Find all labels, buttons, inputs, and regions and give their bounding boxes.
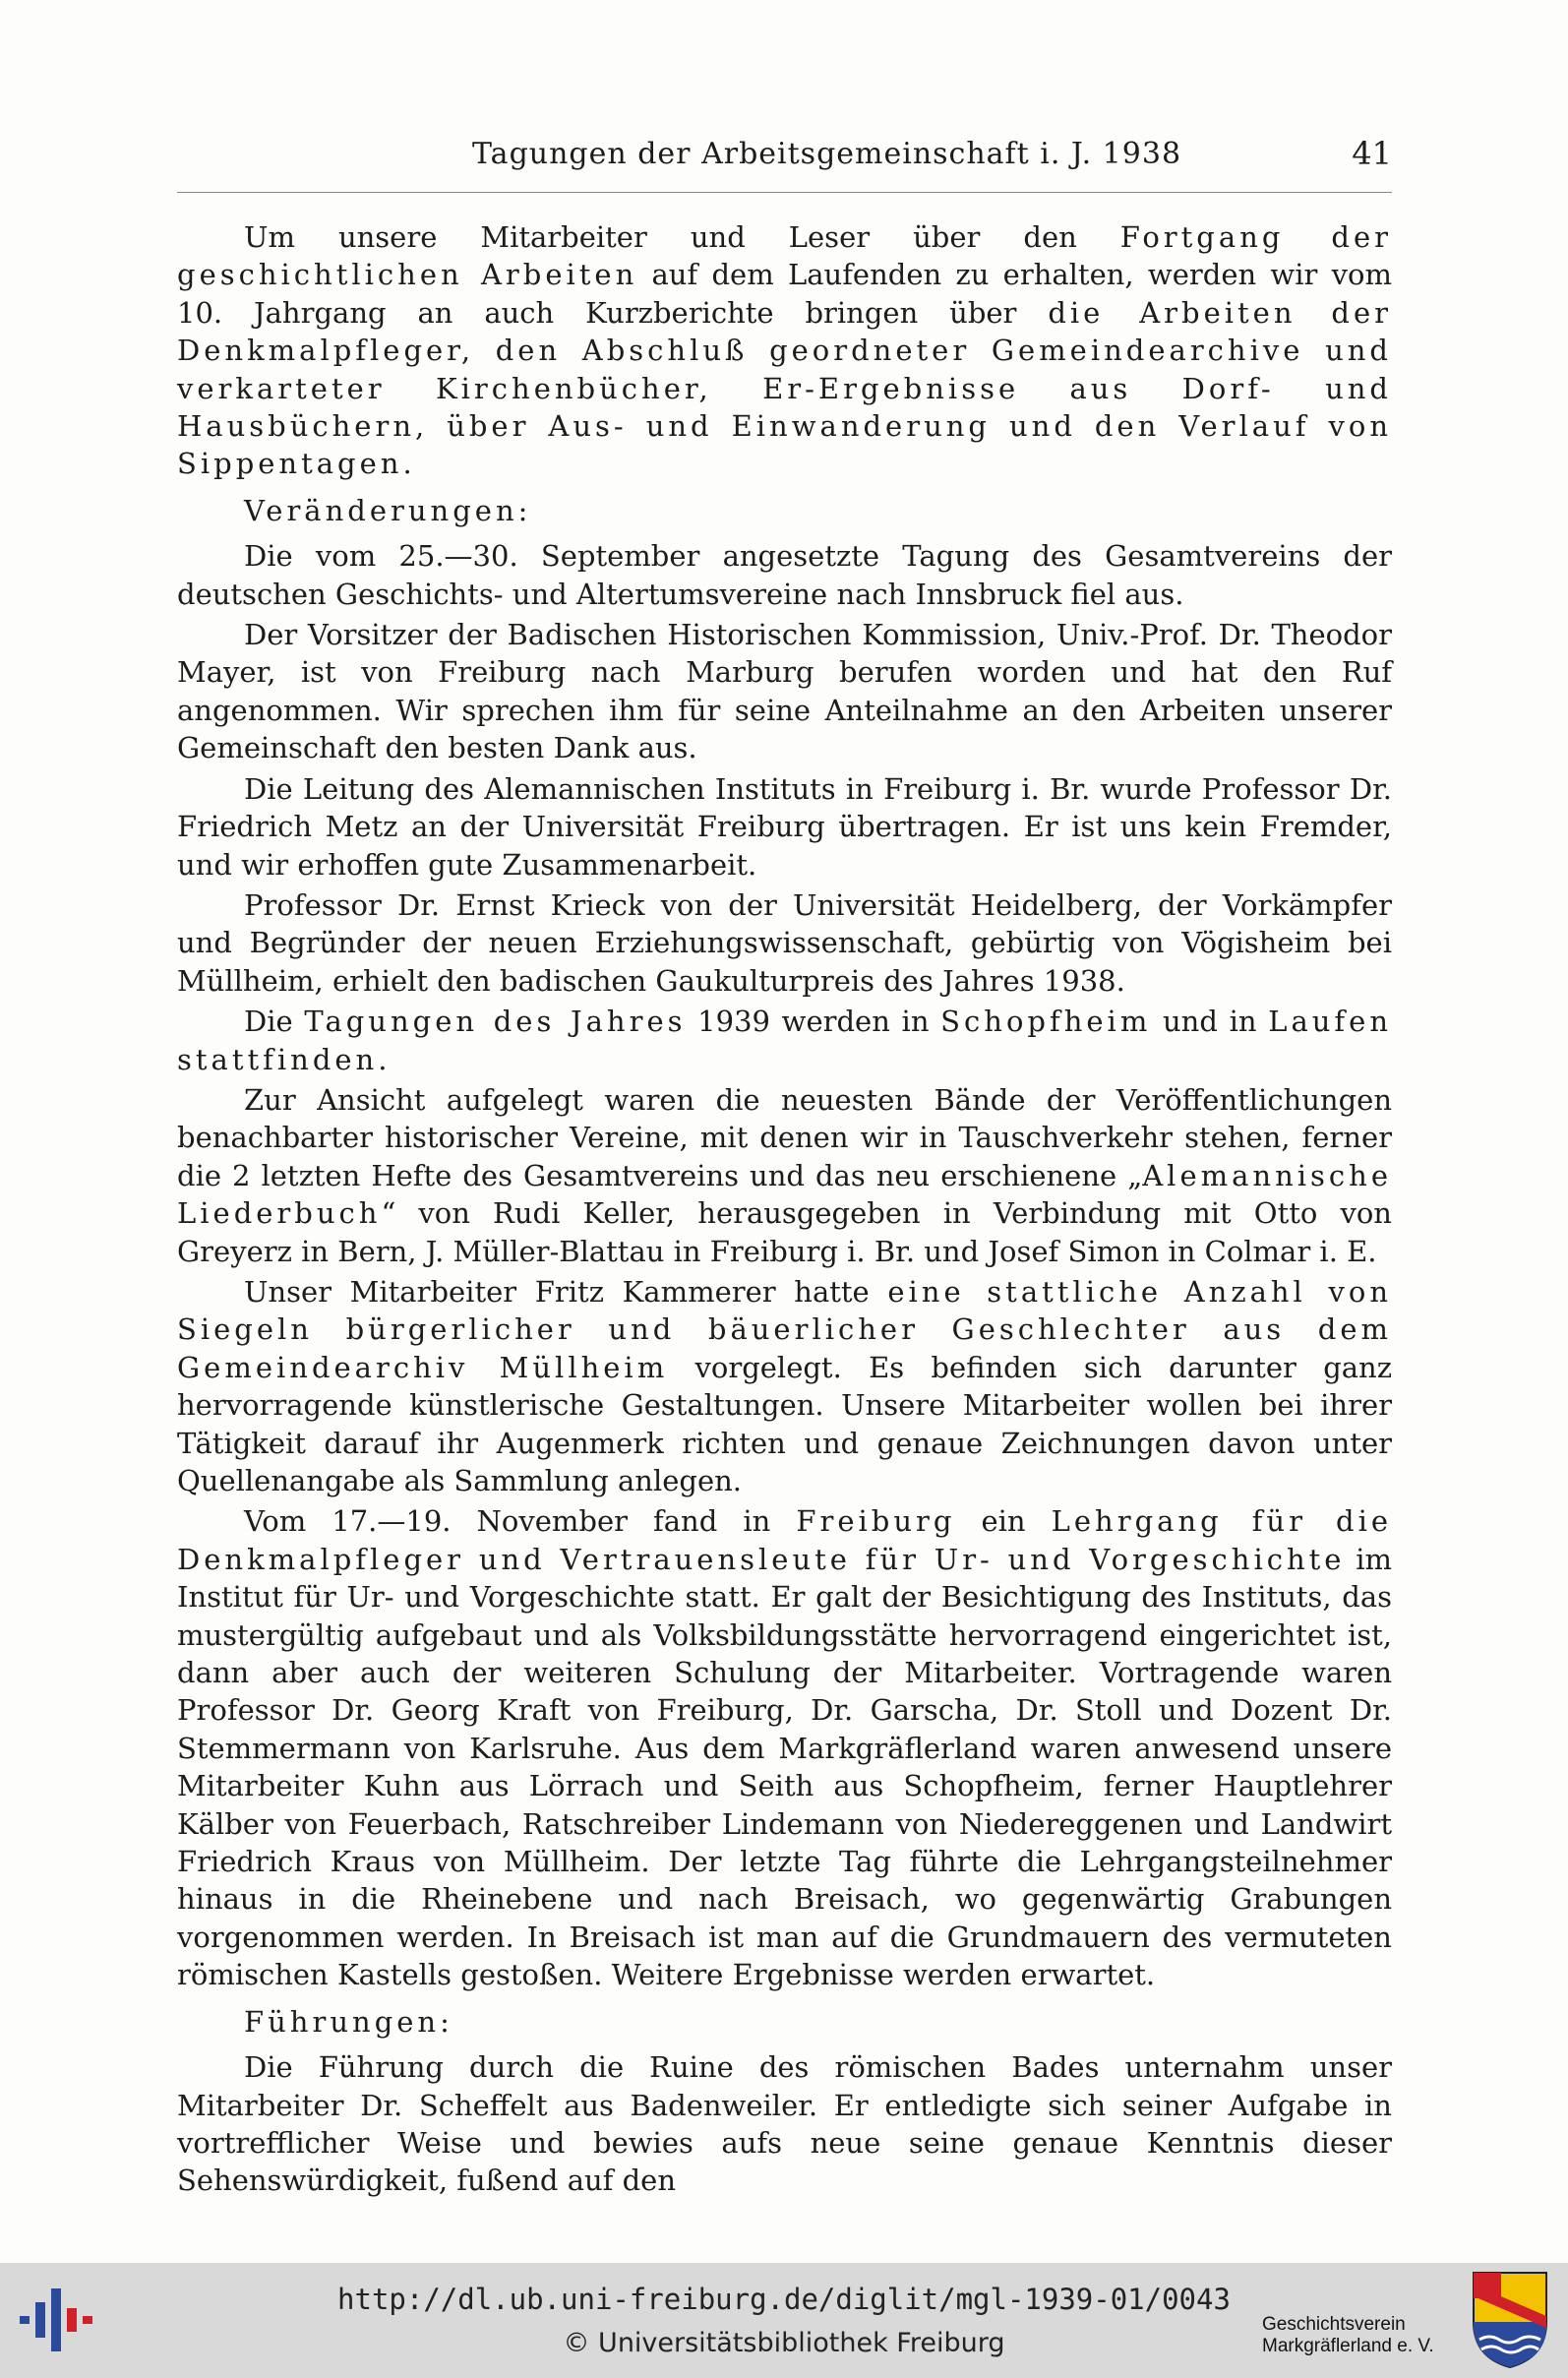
paragraph: Die Tagungen des Jahres 1939 werden in Schopfheim und in Laufen stattfinden. xyxy=(177,1005,1393,1076)
coat-of-arms-icon xyxy=(1472,2271,1548,2369)
paragraph: Vom 17.—19. November fand in Freiburg ein Lehrgang für die Denkmalpfleger und Vertrauensleute für Ur- und Vorgeschichte im Institut für Ur- und Vorgeschichte statt. Er galt der Besichtigung des Instituts, das mustergültig aufgebaut und als Volksbildungsstätte hervorragend eingerichtet ist, dann aber auch der weiteren Schulung der Mitarbeiter. Vortragende waren Professor Dr. Georg Kraft von Freiburg, Dr. Garscha, Dr. Stoll und Dozent Dr. Stemmermann von Karlsruhe. Aus dem Markgräflerland waren anwesend unsere Mitarbeiter Kuhn aus Lörrach und Seith aus Schopfheim, ferner Hauptlehrer Kälber von Feuerbach, Ratschreiber Lindemann von Niedereggenen und Landwirt Friedrich Kraus von Müllheim. Der letzte Tag führte die Lehrgangsteilnehmer hinaus in die Rheinebene und nach Breisach, wo gegenwärtig Grabungen vorgenommen werden. In Breisach ist man auf die Grundmauern des vermuteten römischen Kastells gestoßen. Weitere Ergebnisse werden erwartet. xyxy=(177,1504,1392,1992)
section-heading: Führungen: xyxy=(244,2004,453,2039)
paragraph: Zur Ansicht aufgelegt waren die neuesten Bände der Veröffentlichungen benachbarter historischer Vereine, mit denen wir in Tauschverkehr stehen, ferner die 2 letzten Hefte des Gesamtvereins und das neu erschienene „Alemannische Liederbuch“ von Rudi Keller, herausgegeben in Verbindung mit Otto von Greyerz in Bern, J. Müller-Blattau in Freiburg i. Br. und Josef Simon in Colmar i. E. xyxy=(177,1082,1392,1268)
body-text xyxy=(177,218,1392,2203)
page-number: 41 xyxy=(1352,135,1392,172)
running-title: Tagungen der Arbeitsgemeinschaft i. J. 1938 xyxy=(472,137,1182,171)
society-name: Geschichtsverein Markgräflerland e. V. xyxy=(1262,2314,1434,2356)
viewer-footer xyxy=(0,2263,1568,2378)
copyright-notice: © Universitätsbibliothek Freiburg xyxy=(563,2328,1005,2358)
section-heading: Veränderungen: xyxy=(244,493,532,527)
paragraph: Um unsere Mitarbeiter und Leser über den Fortgang der geschichtlichen Arbeiten auf dem Laufenden zu erhalten, werden wir vom 10. Jahrgang an auch Kurzberichte bringen über die Arbeiten der Denkmalpfleger, den Abschluß geordneter Gemeindearchive und verkarteter Kirchenbücher, Er-Ergebnisse aus Dorf- und Hausbüchern, über Aus- und Einwanderung und den Verlauf von Sippentagen. xyxy=(177,220,1392,481)
running-header xyxy=(177,133,1392,193)
document-url-link[interactable]: http://dl.ub.uni-freiburg.de/diglit/mgl-1939-01/0043 xyxy=(337,2283,1231,2316)
paragraph: Der Vorsitzer der Badischen Historischen Kommission, Univ.-Prof. Dr. Theodor Mayer, ist von Freiburg nach Marburg berufen worden und hat den Ruf angenommen. Wir sprechen ihm für seine Anteilnahme an den Arbeiten unserer Gemeinschaft den besten Dank aus. xyxy=(177,618,1392,765)
paragraph: Die vom 25.—30. September angesetzte Tagung des Gesamtvereins der deutschen Geschichts- und Altertumsvereine nach Innsbruck fiel aus. xyxy=(177,539,1392,611)
paragraph: Die Führung durch die Ruine des römischen Bades unternahm unser Mitarbeiter Dr. Scheffelt aus Badenweiler. Er entledigte sich seiner Aufgabe in vortrefflicher Weise und bewies aufs neue seine genaue Kenntnis dieser Sehenswürdigkeit, fußend auf den xyxy=(177,2050,1392,2198)
paragraph: Unser Mitarbeiter Fritz Kammerer hatte eine stattliche Anzahl von Siegeln bürgerlicher und bäuerlicher Geschlechter aus dem Gemeindearchiv Müllheim vorgelegt. Es befinden sich darunter ganz hervorragende künstlerische Gestaltungen. Unsere Mitarbeiter wollen bei ihrer Tätigkeit darauf ihr Augenmerk richten und genaue Zeichnungen davon unter Quellenangabe als Sammlung anlegen. xyxy=(177,1274,1393,1497)
paragraph: Die Leitung des Alemannischen Instituts in Freiburg i. Br. wurde Professor Dr. Friedrich Metz an der Universität Freiburg übertragen. Er ist uns kein Fremder, und wir erhoffen gute Zusammenarbeit. xyxy=(177,771,1392,882)
paragraph: Professor Dr. Ernst Krieck von der Universität Heidelberg, der Vorkämpfer und Begründer der neuen Erziehungswissenschaft, gebürtig von Vögisheim bei Müllheim, erhielt den badischen Gaukulturpreis des Jahres 1938. xyxy=(177,887,1392,998)
